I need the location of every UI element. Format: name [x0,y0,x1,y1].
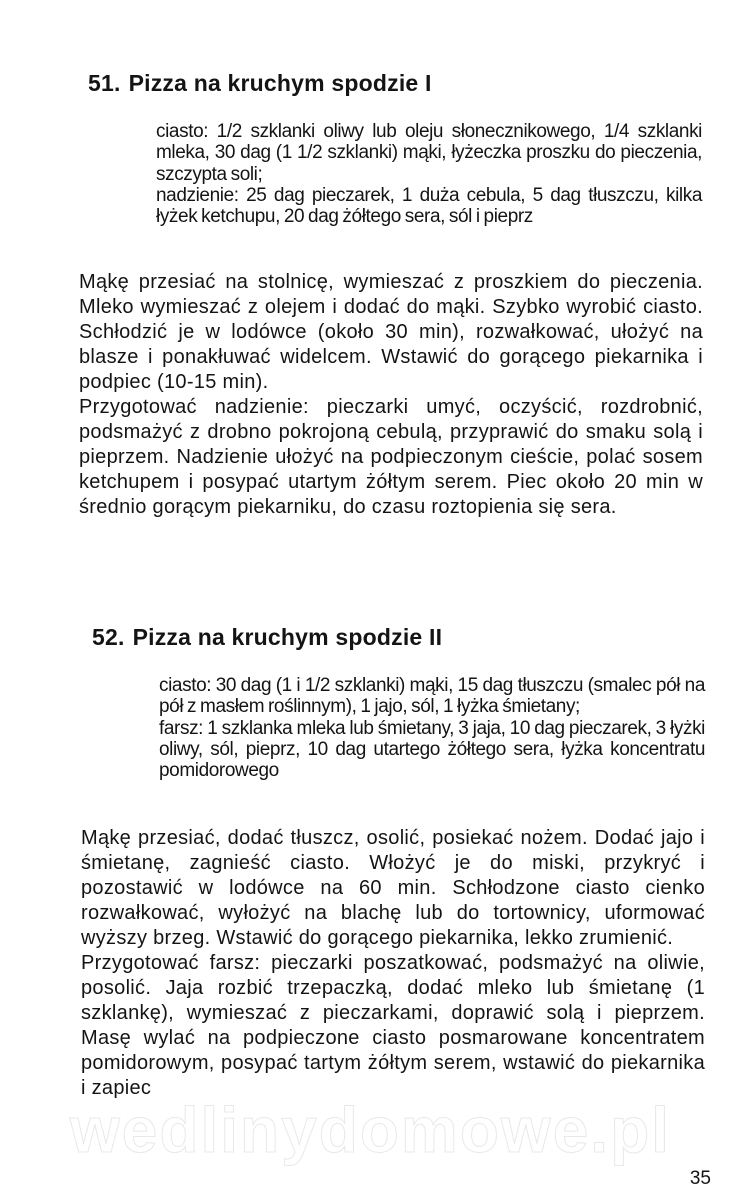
instructions-51 [79,270,703,520]
recipe-title-text: Pizza na kruchym spodzie II [132,624,443,650]
recipe-number: 51. [88,70,121,96]
instructions-paragraph: Przygotować farsz: pieczarki poszatkować, podsmażyć na oliwie, posolić. Jaja rozbić trzepaczką, dodać mleko lub śmietanę (1 szklankę), wymieszać z pieczarkami, doprawić solą i pieprzem. Masę wylać na podpieczone ciasto posmarowane koncentratem pomidorowym, posypać tartym żółtym serem, wstawić do piekarnika i zapiec [81,952,705,1099]
ingredients-filling: farsz: 1 szklanka mleka lub śmietany, 3 jaja, 10 dag pieczarek, 3 łyżki oliwy, sól, pieprz, 10 dag utartego żółtego sera, łyżka koncentratu pomidorowego [159,717,705,782]
ingredients-52 [159,675,705,781]
page-number: 35 [689,1168,711,1189]
ingredients-dough: ciasto: 30 dag (1 i 1/2 szklanki) mąki, 15 dag tłuszczu (smalec pół na pół z masłem roślinnym), 1 jajo, sól, 1 łyżka śmietany; [159,675,705,718]
recipe-title-text: Pizza na kruchym spodzie I [128,70,432,96]
instructions-paragraph: Mąkę przesiać na stolnicę, wymieszać z proszkiem do pieczenia. Mleko wymieszać z olejem i dodać do mąki. Szybko wyrobić ciasto. Schłodzić je w lodówce (około 30 min), rozwałkować, ułożyć na blasze i ponakłuwać widelcem. Wstawić do gorącego piekarnika i podpiec (10-15 min). [79,271,703,393]
instructions-paragraph: Mąkę przesiać, dodać tłuszcz, osolić, posiekać nożem. Dodać jajo i śmietanę, zagnieść ciasto. Włożyć je do miski, przykryć i pozostawić w lodówce na 60 min. Schłodzone ciasto cienko rozwałkować, wyłożyć na blachę lub do tortownicy, uformować wyższy brzeg. Wstawić do gorącego piekarnika, lekko zrumienić. [81,827,705,949]
recipe-title-51 [88,70,432,97]
ingredients-dough: ciasto: 1/2 szklanki oliwy lub oleju słonecznikowego, 1/4 szklanki mleka, 30 dag (1 1/2 szklanki) mąki, łyżeczka proszku do pieczenia, szczypta soli; [156,121,702,185]
recipe-number: 52. [92,624,125,650]
ingredients-filling: nadzienie: 25 dag pieczarek, 1 duża cebula, 5 dag tłuszczu, kilka łyżek ketchupu, 20 dag żółtego sera, sól i pieprz [156,184,702,228]
recipe-title-52 [92,624,442,651]
ingredients-51 [156,121,702,227]
instructions-52 [81,826,705,1101]
watermark: wedlinydomowe.pl [70,1094,671,1166]
instructions-paragraph: Przygotować nadzienie: pieczarki umyć, oczyścić, rozdrobnić, podsmażyć z drobno pokrojoną cebulą, przyprawić do smaku solą i pieprzem. Nadzienie ułożyć na podpieczonym cieście, polać sosem ketchupem i posypać utartym żółtym serem. Piec około 20 min w średnio gorącym piekarniku, do czasu roztopienia się sera. [79,396,703,518]
